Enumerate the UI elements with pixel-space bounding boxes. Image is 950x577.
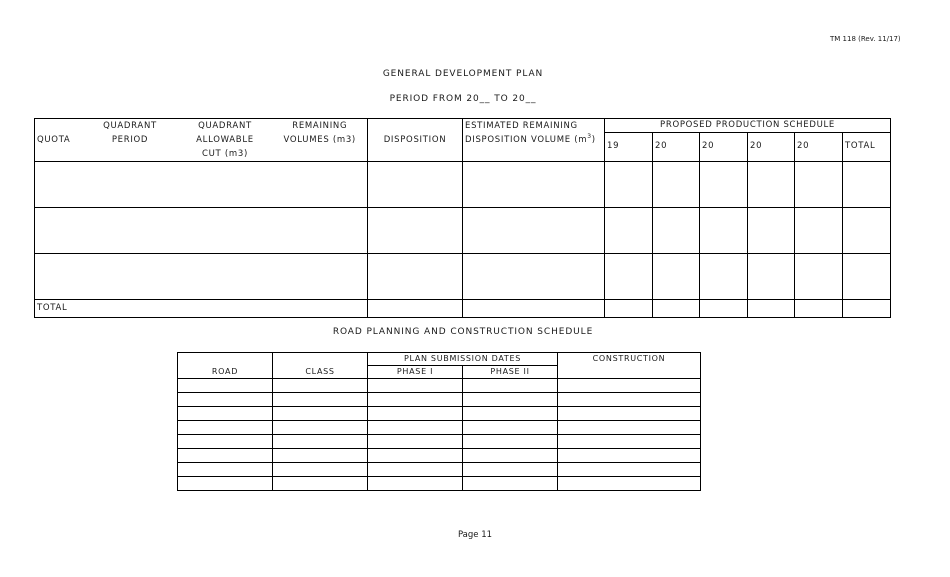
road-row xyxy=(178,449,701,463)
entry-cell[interactable] xyxy=(463,463,558,477)
entry-cell[interactable] xyxy=(273,407,368,421)
entry-cell[interactable] xyxy=(558,379,701,393)
development-plan-table xyxy=(34,118,891,318)
entry-cell[interactable] xyxy=(178,477,273,491)
header-disposition: DISPOSITION xyxy=(368,119,463,162)
road-row xyxy=(178,435,701,449)
entry-cell[interactable] xyxy=(700,208,748,254)
entry-cell[interactable] xyxy=(795,208,843,254)
plan-total-row xyxy=(35,300,891,318)
entry-cell[interactable] xyxy=(273,421,368,435)
entry-cell[interactable] xyxy=(368,421,463,435)
entry-cell[interactable] xyxy=(368,393,463,407)
entry-cell[interactable] xyxy=(558,421,701,435)
entry-cell[interactable] xyxy=(748,208,795,254)
entry-cell[interactable] xyxy=(178,463,273,477)
entry-cell[interactable] xyxy=(178,435,273,449)
road-row xyxy=(178,379,701,393)
entry-cell[interactable] xyxy=(368,208,463,254)
header-construction: CONSTRUCTION xyxy=(558,353,701,379)
entry-cell[interactable] xyxy=(463,393,558,407)
entry-cell[interactable] xyxy=(558,477,701,491)
entry-cell[interactable] xyxy=(795,162,843,208)
header-road: ROAD xyxy=(178,353,273,379)
road-schedule-table xyxy=(177,352,701,491)
entry-cell[interactable] xyxy=(700,300,748,318)
entry-cell[interactable] xyxy=(843,208,891,254)
entry-cell[interactable] xyxy=(178,407,273,421)
header-plan-submission: PLAN SUBMISSION DATES xyxy=(368,353,558,366)
entry-cell[interactable] xyxy=(700,254,748,300)
entry-cell[interactable] xyxy=(178,449,273,463)
entry-cell[interactable] xyxy=(843,162,891,208)
plan-row xyxy=(35,162,891,208)
road-row xyxy=(178,421,701,435)
header-phase-2: PHASE II xyxy=(463,366,558,379)
entry-cell[interactable] xyxy=(463,379,558,393)
entry-cell[interactable] xyxy=(605,300,653,318)
entry-cell[interactable] xyxy=(368,477,463,491)
entry-cell[interactable] xyxy=(605,208,653,254)
entry-cell[interactable] xyxy=(273,463,368,477)
document-title: GENERAL DEVELOPMENT PLAN xyxy=(382,69,544,79)
entry-cell[interactable] xyxy=(35,254,368,300)
entry-cell[interactable] xyxy=(558,463,701,477)
entry-cell[interactable] xyxy=(653,300,700,318)
entry-cell[interactable] xyxy=(558,449,701,463)
year-col-3: 20 xyxy=(700,132,748,161)
entry-cell[interactable] xyxy=(368,449,463,463)
entry-cell[interactable] xyxy=(463,477,558,491)
road-schedule-title: ROAD PLANNING AND CONSTRUCTION SCHEDULE xyxy=(332,327,594,337)
schedule-total-col: TOTAL xyxy=(843,132,891,161)
entry-cell[interactable] xyxy=(653,254,700,300)
entry-cell[interactable] xyxy=(653,208,700,254)
road-row xyxy=(178,477,701,491)
entry-cell[interactable] xyxy=(178,421,273,435)
header-phase-1: PHASE I xyxy=(368,366,463,379)
entry-cell[interactable] xyxy=(843,254,891,300)
entry-cell[interactable] xyxy=(558,393,701,407)
entry-cell[interactable] xyxy=(368,435,463,449)
road-row xyxy=(178,393,701,407)
entry-cell[interactable] xyxy=(463,421,558,435)
year-col-2: 20 xyxy=(653,132,700,161)
form-id: TM 118 (Rev. 11/17) xyxy=(830,35,901,43)
entry-cell[interactable] xyxy=(748,300,795,318)
entry-cell[interactable] xyxy=(463,435,558,449)
road-row xyxy=(178,407,701,421)
entry-cell[interactable] xyxy=(605,254,653,300)
entry-cell[interactable] xyxy=(368,463,463,477)
entry-cell[interactable] xyxy=(463,407,558,421)
header-class: CLASS xyxy=(273,353,368,379)
entry-cell[interactable] xyxy=(368,379,463,393)
entry-cell[interactable] xyxy=(368,300,463,318)
period-line: PERIOD FROM 20__ TO 20__ xyxy=(389,94,537,104)
header-quadrant-period: QUADRANT PERIOD xyxy=(83,119,178,162)
entry-cell[interactable] xyxy=(273,477,368,491)
header-quadrant-cut: QUADRANT ALLOWABLE CUT (m3) xyxy=(178,119,273,162)
entry-cell[interactable] xyxy=(653,162,700,208)
entry-cell[interactable] xyxy=(273,449,368,463)
entry-cell[interactable] xyxy=(35,208,368,254)
entry-cell[interactable] xyxy=(558,435,701,449)
entry-cell[interactable] xyxy=(795,300,843,318)
entry-cell[interactable] xyxy=(463,449,558,463)
entry-cell[interactable] xyxy=(35,162,368,208)
entry-cell[interactable] xyxy=(273,379,368,393)
entry-cell[interactable] xyxy=(748,162,795,208)
year-col-1: 19 xyxy=(605,132,653,161)
entry-cell[interactable] xyxy=(843,300,891,318)
entry-cell[interactable] xyxy=(368,407,463,421)
year-col-4: 20 xyxy=(748,132,795,161)
entry-cell[interactable] xyxy=(558,407,701,421)
header-remaining-volumes: REMAINING VOLUMES (m3) xyxy=(273,119,368,162)
road-row xyxy=(178,463,701,477)
entry-cell[interactable] xyxy=(178,393,273,407)
header-quota: QUOTA xyxy=(35,119,83,162)
entry-cell[interactable] xyxy=(273,435,368,449)
entry-cell[interactable] xyxy=(700,162,748,208)
header-estimated-remaining: ESTIMATED REMAINING DISPOSITION VOLUME $(m^3)$ xyxy=(463,119,605,162)
page-number: Page 11 xyxy=(457,530,493,540)
header-production-schedule: PROPOSED PRODUCTION SCHEDULE xyxy=(605,119,891,133)
plan-row xyxy=(35,208,891,254)
plan-row xyxy=(35,254,891,300)
total-row-label: TOTAL xyxy=(35,300,368,318)
year-col-5: 20 xyxy=(795,132,843,161)
entry-cell[interactable] xyxy=(463,208,605,254)
entry-cell[interactable] xyxy=(463,254,605,300)
entry-cell[interactable] xyxy=(368,254,463,300)
entry-cell[interactable] xyxy=(605,162,653,208)
entry-cell[interactable] xyxy=(748,254,795,300)
entry-cell[interactable] xyxy=(273,393,368,407)
entry-cell[interactable] xyxy=(795,254,843,300)
entry-cell[interactable] xyxy=(463,162,605,208)
entry-cell[interactable] xyxy=(178,379,273,393)
entry-cell[interactable] xyxy=(463,300,605,318)
entry-cell[interactable] xyxy=(368,162,463,208)
